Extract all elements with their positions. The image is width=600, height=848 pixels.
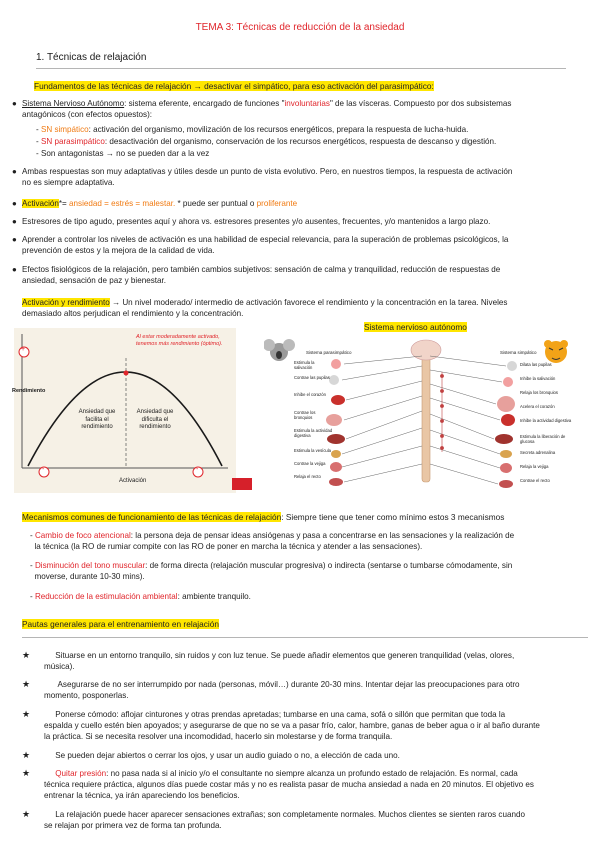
sna-line2: antagónicos (con efectos opuestos):	[22, 110, 153, 119]
sn-parasimpatico-term: SN parasimpático	[40, 137, 105, 146]
rendimiento-paragraph	[22, 297, 592, 319]
para-label: Contrae la vejiga	[294, 461, 326, 466]
sna-term: Sistema Nervioso Autónomo	[22, 99, 125, 108]
graph-note: Al estar moderadamente activado, tenemos más rendimiento (óptimo).	[136, 334, 223, 347]
mecanismo-text-l2: la técnica (la RO de rumiar compite con las RO de poner en marcha la técnica y atender a las sensaciones).	[34, 542, 423, 551]
rendimiento-text: → Un nivel moderado/ intermedio de activación favorece el rendimiento y la concentración en la tarea. Niveles	[109, 298, 508, 307]
curve	[28, 372, 222, 466]
pauta-text-l2: técnica requiere práctica, algunos días puede costar más y no es realista pasar de mucha ansiedad a nada en 20 minutos. El objetivo es	[44, 780, 534, 789]
symp-label: Relaja los bronquios	[520, 390, 558, 395]
activacion-term: Activación	[22, 199, 59, 208]
para-label: Relaja el recto	[294, 474, 321, 479]
pauta-item-6	[22, 809, 588, 831]
para-label: Inhibe el corazón	[294, 392, 326, 397]
activation-performance-graph	[14, 328, 236, 493]
efectos-paragraph	[12, 264, 587, 286]
pauta-text: : no pasa nada si al inicio y/o el consultante no siempre alcanza un profundo estado de relajación. Es normal, cada	[106, 769, 518, 778]
estresores-line	[12, 216, 582, 227]
proliferante: proliferante	[256, 199, 298, 208]
mecanismo-item-3: - Reducción de la estimulación ambiental: ambiente tranquilo.	[30, 592, 251, 601]
pauta-text-l3: entrenar la técnica, ya irán apareciendo los beneficios.	[44, 791, 240, 800]
yerkes-dodson-curve	[14, 328, 236, 493]
sna-sub-3	[36, 148, 596, 159]
sn-autonomo-text: Sistema nervioso autónomo	[364, 322, 467, 332]
bullet-dot: ●	[12, 217, 17, 226]
sn-parasimpatico-text: : desactivación del organismo, conservación de los recursos energéticos, respuesta de descanso y digestión.	[104, 137, 497, 146]
symp-label: Contrae el recto	[520, 478, 550, 483]
star-icon: ★	[22, 709, 31, 719]
pauta-text: Ponerse cómodo: aflojar cinturones y otras prendas apretadas; tumbarse en una cama, sofá o sillón que permitan que toda la	[55, 710, 506, 719]
dash: -	[36, 125, 41, 134]
mecanismos-heading-term: Mecanismos comunes de funcionamiento de las técnicas de relajación	[22, 512, 282, 522]
efectos-line1: Efectos fisiológicos de la relajación, pero también cambios subjetivos: sensación de calma y tranquilidad, reducción de respuestas de	[22, 265, 501, 274]
aprender-line1: Aprender a controlar los niveles de activación es una habilidad de especial relevancia, para la superación de problemas psicológicos, la	[22, 235, 509, 244]
pauta-text-l2: momento, posponerlas.	[44, 691, 129, 700]
ambas-line1: Ambas respuestas son muy adaptativas y útiles desde un punto de vista evolutivo. Pero, en nuestros tiempos, la respuesta de activación	[22, 167, 513, 176]
activacion-mid: *=	[58, 199, 70, 208]
mecanismo-text: : la persona deja de pensar ideas ansiógenas y pasa a concentrarse en las sensaciones y la realización de	[130, 531, 515, 540]
pauta-text: La relajación puede hacer aparecer sensaciones extrañas; son completamente normales. Muchos clientes se sienten raros cuando	[55, 810, 525, 819]
pauta-text-l3: la práctica. Si se necesita resolver una incomodidad, hacerlo sin molestarse y de forma tranquila.	[44, 732, 393, 741]
rendimiento-term: Activación y rendimiento	[22, 298, 110, 307]
pauta-text: Se pueden dejar abiertos o cerrar los ojos, y usar un audio guiado o no, a elección de cada uno.	[55, 751, 400, 760]
mecanismos-heading	[22, 512, 592, 523]
pauta-item-4	[22, 750, 588, 761]
pauta-text-l2: espalda y cuello estén bien apoyados; y asegurarse de que no se va a pasar frío, calor, hambre, ganas de beber agua o ir al baño durante	[44, 721, 540, 730]
tiger-icon	[544, 340, 568, 363]
sna-involuntarias: involuntarias	[284, 99, 330, 108]
dash: -	[36, 149, 41, 158]
bullet-dot: ●	[12, 235, 17, 244]
mecanismo-text: : de forma directa (relajación muscular progresiva) o indirecta (sentarse o tumbarse cómodamente, sin	[145, 561, 513, 570]
mecanismo-text: : ambiente tranquilo.	[177, 592, 251, 601]
efectos-line2: ansiedad, sensación de paz y bienestar.	[22, 276, 166, 285]
symp-label: Estimula la liberación de glucosa	[520, 434, 566, 444]
dash: -	[36, 137, 41, 146]
red-marker	[232, 478, 252, 490]
sympathetic-title: Sistema simpático	[500, 350, 537, 355]
pauta-item-5	[22, 768, 588, 801]
para-label: Estimula la salivación	[294, 360, 315, 370]
star-icon: ★	[22, 679, 31, 689]
right-zone-label: Ansiedad que dificulta el rendimiento	[136, 409, 174, 430]
sna-paragraph	[12, 98, 582, 120]
symp-label: Secreta adrenalina	[520, 450, 556, 455]
aprender-line2: prevención de estos y la mejora de la calidad de vida.	[22, 246, 215, 255]
sn-simpatico-term: SN simpático	[40, 125, 89, 134]
sympathetic-labels	[520, 362, 580, 488]
ambas-line2: no es siempre adaptativa.	[22, 178, 115, 187]
mecanismo-text-l2: moverse, durante 10-30 mins).	[34, 572, 145, 581]
plus-label: +	[21, 346, 26, 353]
mecanismo-item-1: - Cambio de foco atencional: la persona deja de pensar ideas ansiógenas y pasa a concentrarse en las sensaciones y la realización de la técnica (la RO de rumiar compite con las RO de poner en marcha la técnica y atender a las sensaciones).	[30, 531, 515, 551]
para-label: Contrae las pupilas	[294, 375, 330, 380]
optimum-point	[124, 371, 129, 376]
antagonistas-text: Son antagonistas → no se pueden dar a la vez	[40, 149, 210, 158]
pauta-text-l2: música).	[44, 662, 75, 671]
symp-label: Inhibe la salivación	[520, 376, 556, 381]
fundamentos-heading-a: Fundamentos de las	[34, 81, 112, 91]
symp-label: Relaja la vejiga	[520, 464, 549, 469]
koala-icon	[264, 339, 295, 361]
left-zone-label: Ansiedad que facilita el rendimiento	[78, 409, 116, 430]
symp-label: Dilata las pupilas	[520, 362, 552, 367]
estresores-text: Estresores de tipo agudo, presentes aquí y ahora vs. estresores presentes y/o ausentes, frecuentes, y/o mantenidos a largo plazo.	[22, 217, 491, 226]
sna-sub-1	[36, 124, 596, 135]
minus-left-label: -	[42, 466, 45, 473]
ganglia-chain	[440, 372, 443, 452]
section-heading: 1. Técnicas de relajación	[36, 52, 147, 63]
right-organs	[495, 361, 517, 488]
nervous-system-diagram	[264, 336, 584, 496]
x-axis-label: Activación	[119, 478, 147, 484]
bullet-dot: ●	[12, 99, 17, 108]
symp-label: Acelera el corazón	[520, 404, 555, 409]
sna-text-b: " de las vísceras. Compuesto por dos subsistemas	[329, 99, 512, 108]
quitar-presion-term: Quitar presión	[55, 769, 107, 778]
pauta-item-2	[22, 679, 588, 701]
mecanismos-heading-tail: : Siempre tiene que tener como mínimo estos 3 mecanismos	[281, 512, 505, 522]
fundamentos-heading	[34, 81, 434, 92]
bullet-dot: ●	[12, 265, 17, 274]
minus-right-label: -	[196, 466, 199, 473]
fundamentos-heading-b: técnicas de relajación → desactivar el simpático, para eso activación del parasimpático:	[111, 81, 434, 91]
spinal-cord	[422, 350, 430, 482]
activacion-note: * puede ser puntual o	[175, 199, 257, 208]
para-label: Contrae los bronquios	[294, 410, 316, 420]
star-icon: ★	[22, 809, 31, 819]
divider	[22, 637, 588, 638]
star-icon: ★	[22, 750, 31, 760]
symp-label: Inhibe la actividad digestiva	[520, 418, 572, 423]
pauta-item-1	[22, 650, 588, 672]
sn-autonomo-label	[364, 322, 467, 333]
parasympathetic-labels	[294, 360, 334, 484]
pauta-text: Asegurarse de no ser interrumpido por nada (personas, móvil…) durante 20-30 mins. Intentar dejar las preocupaciones para otro	[57, 680, 520, 689]
bullet-dot: ●	[12, 167, 17, 176]
sn-simpatico-text: : activación del organismo, movilización de los recursos energéticos, prepara la respuesta de lucha-huida.	[88, 125, 469, 134]
aprender-paragraph	[12, 234, 587, 256]
pauta-item-3	[22, 709, 588, 742]
para-label: Estimula la actividad digestiva	[294, 428, 333, 438]
pauta-text: Situarse en un entorno tranquilo, sin ruidos y con luz tenue. Se puede añadir elementos que generen tranquilidad (velas, olores,	[55, 651, 515, 660]
divider	[36, 68, 566, 69]
rendimiento-line2: demasiado altos perjudican el rendimiento y la concentración.	[22, 309, 244, 318]
mecanismo-term: Reducción de la estimulación ambiental	[34, 592, 178, 601]
sna-text-a: : sistema eferente, encargado de funciones "	[124, 99, 285, 108]
y-axis-label: Rendimiento	[12, 388, 46, 394]
para-label: Estimula la vesícula	[294, 448, 332, 453]
activacion-line	[12, 198, 582, 209]
mecanismo-item-2: - Disminución del tono muscular: de forma directa (relajación muscular progresiva) o indirecta (sentarse o tumbarse cómodamente, sin moverse, durante 10-30 mins).	[30, 561, 513, 581]
pautas-heading	[22, 619, 219, 630]
bullet-dot: ●	[12, 199, 17, 208]
mecanismo-term: Disminución del tono muscular	[34, 561, 146, 570]
star-icon: ★	[22, 650, 31, 660]
sna-sub-2	[36, 136, 596, 147]
star-icon: ★	[22, 768, 31, 778]
pautas-heading-text: Pautas generales para el entrenamiento en relajación	[22, 619, 219, 629]
mecanismo-term: Cambio de foco atencional	[34, 531, 131, 540]
page-title: TEMA 3: Técnicas de reducción de la ansiedad	[195, 22, 405, 33]
activacion-formula: ansiedad = estrés = malestar.	[69, 199, 176, 208]
parasympathetic-title: Sistema parasimpático	[306, 350, 352, 355]
ambas-paragraph	[12, 166, 587, 188]
pauta-text-l2: se relajan por primera vez de forma tan profunda.	[44, 821, 222, 830]
